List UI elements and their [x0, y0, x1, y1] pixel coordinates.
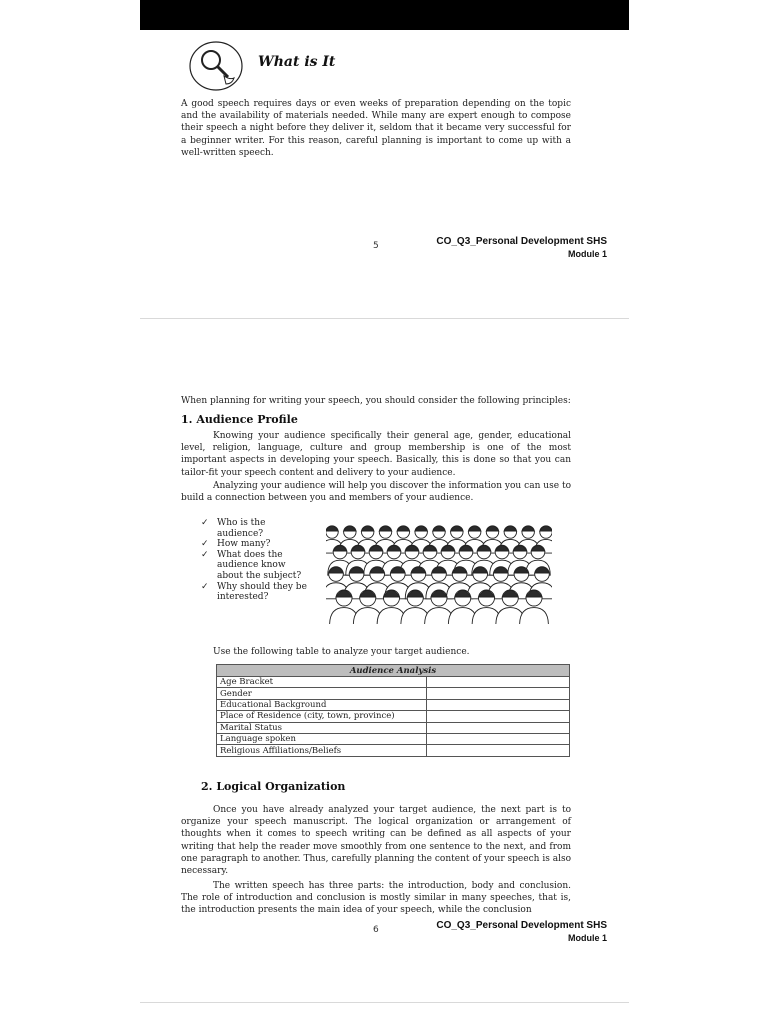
footer-course: CO_Q3_Personal Development SHS — [436, 920, 607, 931]
list-item: ✓ Why should they be interested? — [201, 581, 307, 603]
table-intro: Use the following table to analyze your target audience. — [213, 647, 470, 657]
table-cell-label: Marital Status — [217, 722, 427, 733]
list-item: ✓ What does the audience know about the subject? — [201, 549, 302, 581]
page-number: 6 — [373, 925, 379, 935]
checkmark-icon: ✓ — [201, 581, 209, 592]
list-item: ✓ Who is the audience? — [201, 518, 266, 539]
footer-module: Module 1 — [567, 249, 607, 259]
principles-intro: When planning for writing your speech, you should consider the following principles: — [181, 396, 571, 406]
audience-analysis-table — [216, 664, 570, 757]
logical-organization-paragraph-2: The written speech has three parts: the introduction, body and conclusion. The role of introduction and conclusion is mostly similar in many speeches, that is, the introduction presents the main idea of your speech, while the conclusion — [181, 881, 571, 916]
logical-organization-paragraph-1: Once you have already analyzed your target audience, the next part is to organize your speech manuscript. The logical organization or arrangement of thoughts when it comes to speech writing can be defined as all aspects of your writing that help the reader move smoothly from one sentence to the next, and from one paragraph to another. Thus, carefully planning the content of your speech is also necessary. — [181, 805, 571, 877]
table-cell-label: Educational Background — [217, 699, 427, 710]
table-title: Audience Analysis — [217, 665, 570, 677]
table-row — [217, 722, 570, 733]
table-cell-blank — [427, 722, 570, 733]
footer-module-code — [436, 920, 607, 944]
audience-profile-paragraph-2: Analyzing your audience will help you discover the information you can use to build a connection between you and members of your audience. — [181, 481, 571, 504]
footer-module-code — [436, 236, 607, 260]
table-cell-label: Age Bracket — [217, 677, 427, 688]
page-6 — [140, 318, 629, 1002]
table-cell-blank — [427, 677, 570, 688]
table-row — [217, 711, 570, 722]
footer-module: Module 1 — [567, 933, 607, 943]
checkmark-icon: ✓ — [201, 539, 209, 550]
table-cell-blank — [427, 745, 570, 756]
logical-organization-heading: 2. Logical Organization — [201, 780, 346, 793]
table-row — [217, 745, 570, 756]
list-item: ✓ How many? — [201, 539, 271, 550]
table-cell-label: Gender — [217, 688, 427, 699]
page-5 — [140, 30, 629, 318]
audience-profile-heading: 1. Audience Profile — [181, 413, 298, 426]
table-row — [217, 733, 570, 744]
table-cell-blank — [427, 688, 570, 699]
table-row — [217, 688, 570, 699]
table-cell-blank — [427, 711, 570, 722]
table-cell-label: Religious Affiliations/Beliefs — [217, 745, 427, 756]
page-number: 5 — [373, 241, 379, 251]
checkmark-icon: ✓ — [201, 549, 209, 560]
audience-profile-paragraph-1: Knowing your audience specifically their general age, gender, educational level, religion, language, culture and group membership is one of the most important aspects in developing your speech. Basically, this is done so that you can tailor-fit your speech content and delivery to your audience. — [181, 431, 571, 478]
table-cell-blank — [427, 699, 570, 710]
audience-questions-list — [201, 518, 311, 603]
page-divider — [140, 1002, 629, 1003]
footer-course: CO_Q3_Personal Development SHS — [436, 236, 607, 247]
magnifying-glass-icon — [188, 40, 244, 92]
audience-crowd-illustration — [326, 518, 552, 624]
top-black-bar — [140, 0, 629, 30]
table-row — [217, 699, 570, 710]
table-cell-label: Language spoken — [217, 733, 427, 744]
table-row — [217, 677, 570, 688]
section-title: What is It — [258, 54, 336, 70]
table-cell-label: Place of Residence (city, town, province) — [217, 711, 427, 722]
checkmark-icon: ✓ — [201, 518, 209, 528]
table-cell-blank — [427, 733, 570, 744]
intro-paragraph: A good speech requires days or even weeks of preparation depending on the topic and the availability of materials needed. While many are expert enough to compose their speech a night before they deliver it, seldom that it became very successful for a beginner writer. For this reason, careful planning is important to come up with a well-written speech. — [181, 99, 571, 158]
